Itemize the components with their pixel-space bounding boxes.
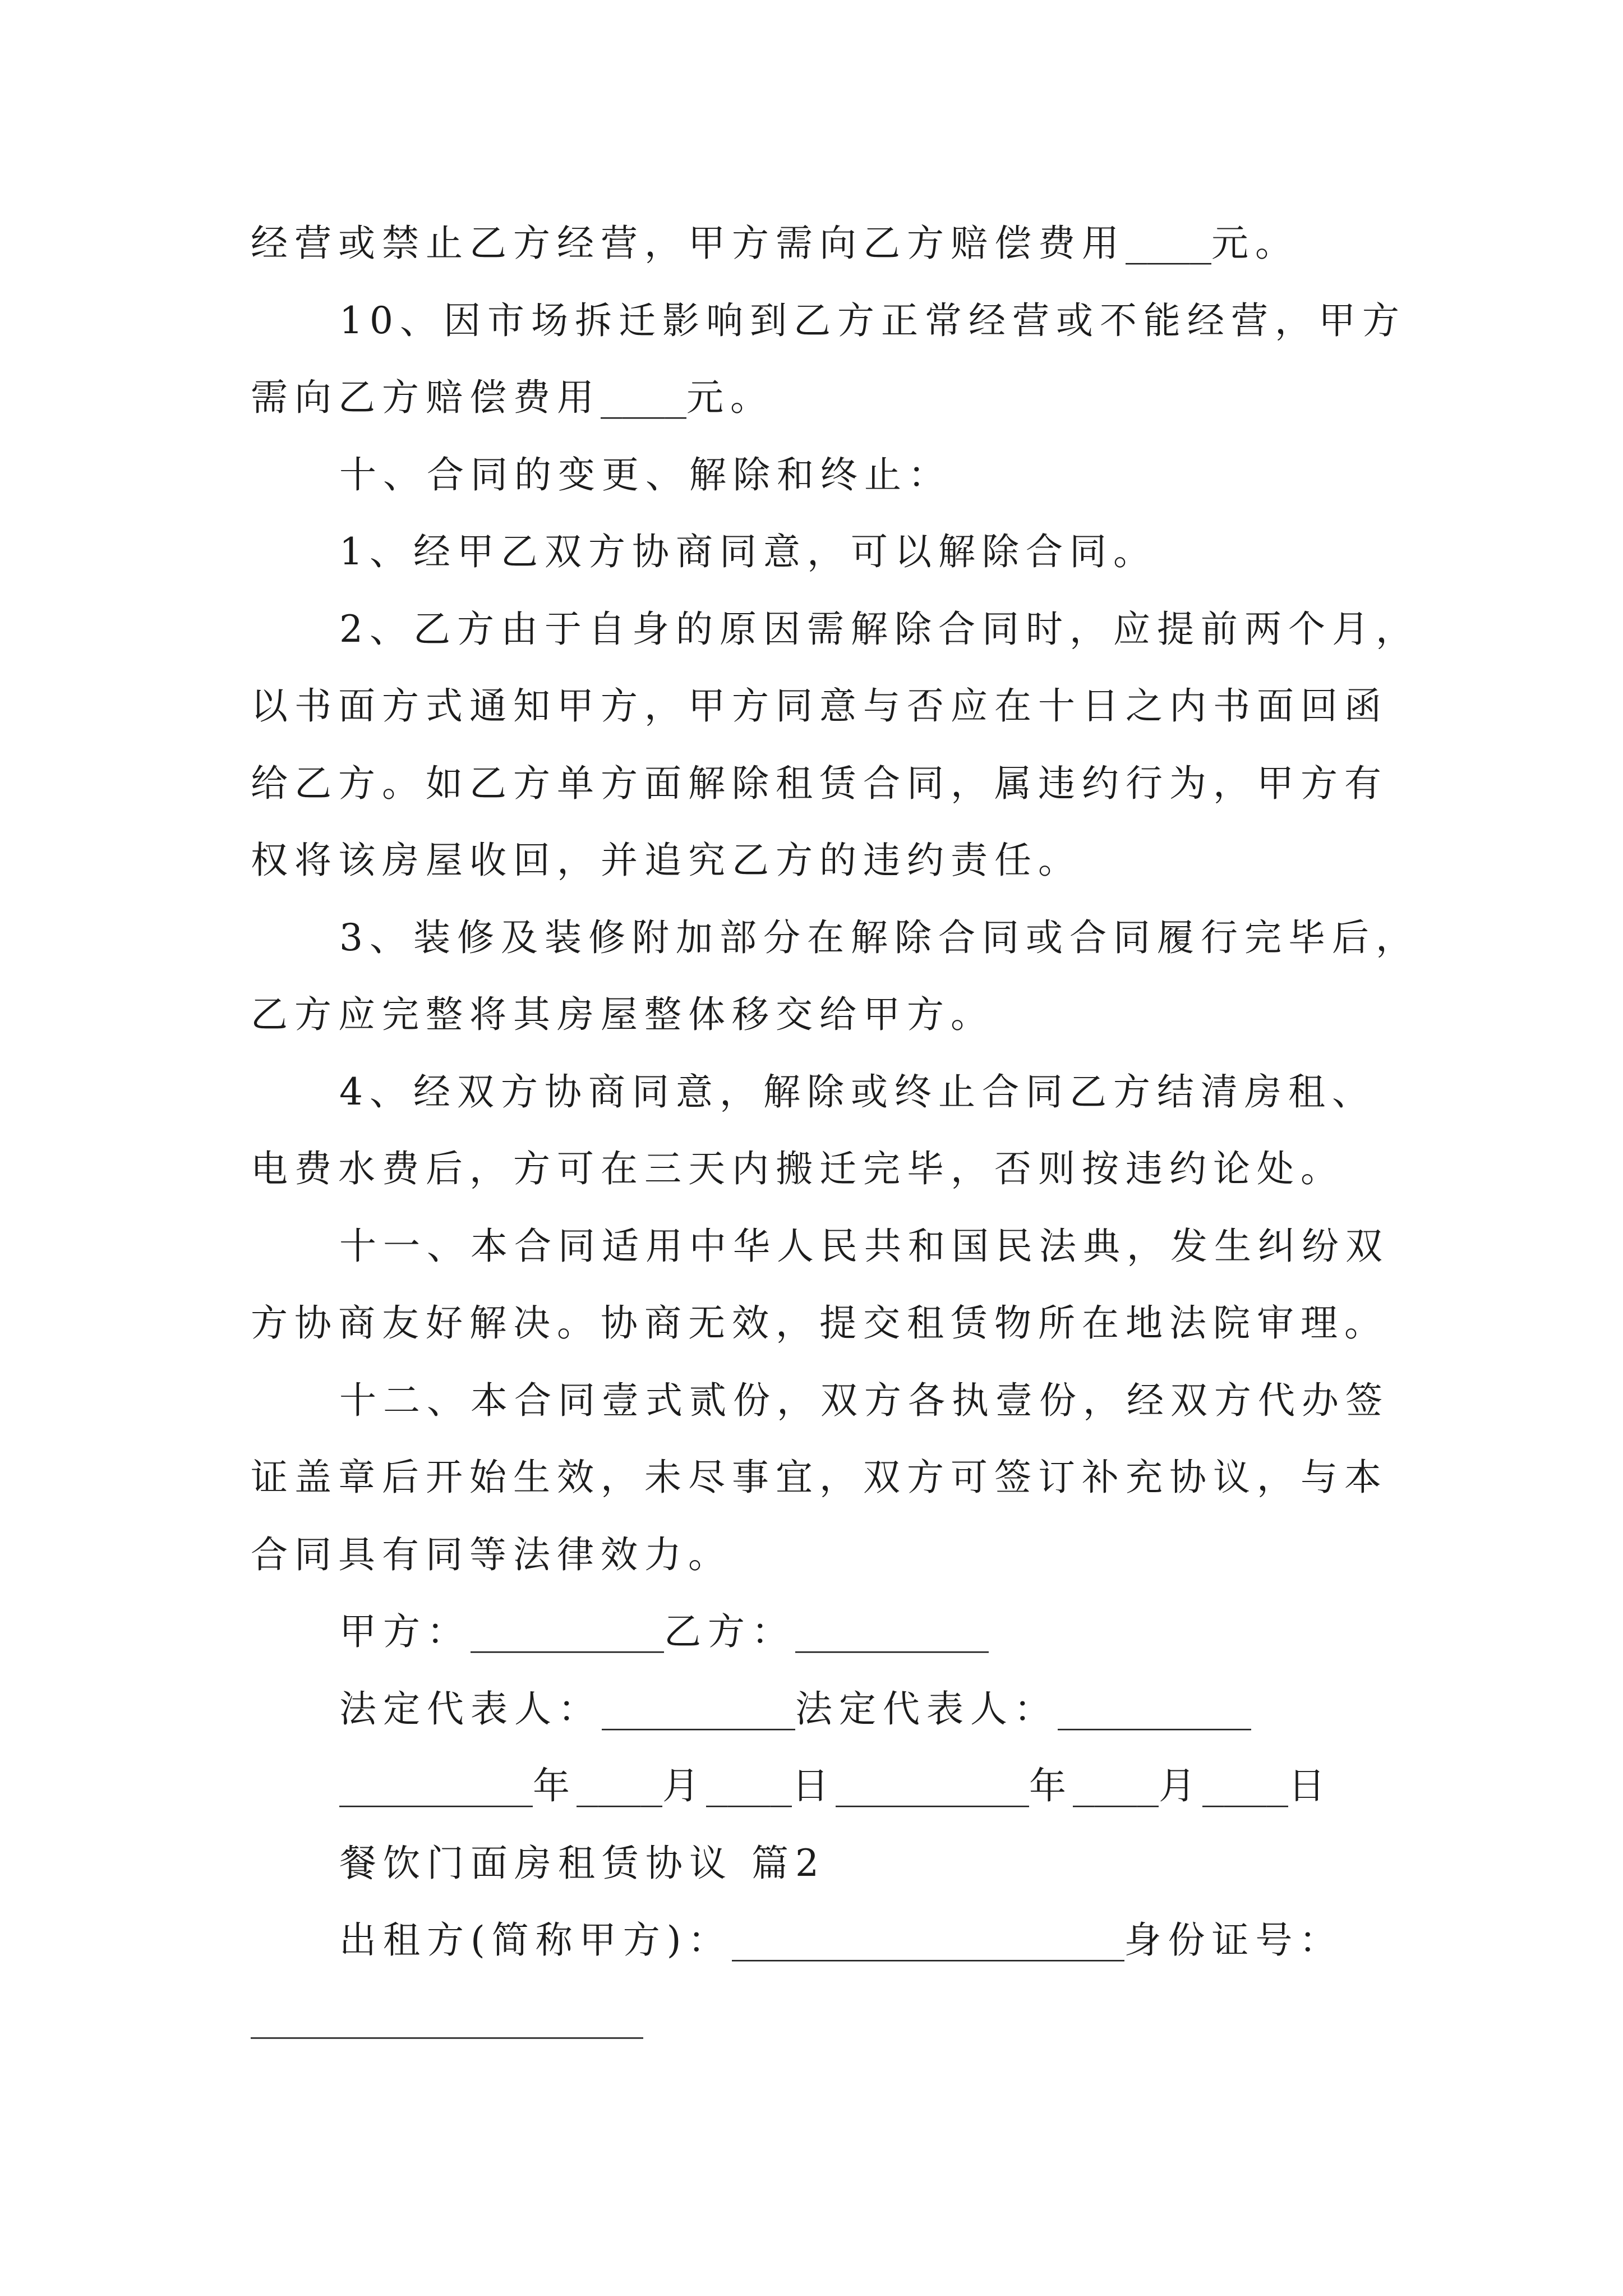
- text-run: 元。: [1211, 222, 1299, 265]
- fill-in-blank: [1202, 1747, 1288, 1825]
- text-run: 法定代表人：: [795, 1687, 1058, 1731]
- blank-underline: ____________________: [731, 1918, 1124, 1962]
- text-run: 元。: [686, 376, 774, 419]
- text-run: 经营或禁止乙方经营，甲方需向乙方赔偿费用: [251, 222, 1126, 265]
- document-body: [251, 205, 1484, 2056]
- fill-in-blank: [706, 1747, 792, 1825]
- text-run: 2、乙方由于自身的原因需解除合同时，应提前两个月，: [339, 607, 1419, 651]
- fill-in-blank: [577, 1747, 662, 1825]
- blank-underline: __________: [339, 1764, 533, 1807]
- fill-in-blank: [795, 1593, 989, 1671]
- text-run: 乙方应完整将其房屋整体移交给甲方。: [251, 993, 994, 1036]
- text-run: 出租方(简称甲方)：: [339, 1918, 732, 1962]
- blank-underline: __________: [1058, 1687, 1251, 1731]
- text-line: [251, 1902, 1484, 1979]
- text-run: 法定代表人：: [339, 1687, 602, 1731]
- fill-in-blank: [836, 1747, 1029, 1825]
- fill-in-blank: [1073, 1747, 1159, 1825]
- text-line: [251, 1671, 1484, 1748]
- blank-underline: __________: [602, 1687, 795, 1731]
- blank-underline: ____: [706, 1764, 792, 1807]
- fill-in-blank: [1126, 205, 1211, 282]
- text-run: 给乙方。如乙方单方面解除租赁合同，属违约行为，甲方有: [251, 761, 1388, 805]
- text-run: 身份证号：: [1124, 1918, 1343, 1962]
- fill-in-blank: [602, 1671, 795, 1748]
- blank-underline: ____: [577, 1764, 662, 1807]
- text-line: [251, 1516, 1484, 1594]
- text-run: 日: [792, 1764, 836, 1807]
- text-line: [251, 1593, 1484, 1671]
- text-line: [251, 899, 1484, 977]
- text-run: 月: [1159, 1764, 1202, 1807]
- text-run: 10、因市场拆迁影响到乙方正常经营或不能经营，甲方: [339, 298, 1406, 342]
- text-line: [251, 668, 1484, 745]
- text-line: [251, 1130, 1484, 1208]
- text-line: [251, 436, 1484, 514]
- fill-in-blank: [251, 1979, 643, 2056]
- text-run: 十、合同的变更、解除和终止：: [339, 453, 952, 496]
- text-run: 4、经双方协商同意，解除或终止合同乙方结清房租、: [339, 1070, 1376, 1114]
- text-run: 3、装修及装修附加部分在解除合同或合同履行完毕后，: [339, 915, 1419, 959]
- text-run: 乙方：: [664, 1610, 795, 1653]
- text-run: 证盖章后开始生效，未尽事宜，双方可签订补充协议，与本: [251, 1456, 1388, 1499]
- text-run: 甲方：: [339, 1610, 471, 1653]
- text-line: [251, 1439, 1484, 1516]
- blank-underline: ____________________: [251, 1995, 643, 2039]
- text-line: [251, 1362, 1484, 1439]
- text-line: [251, 1053, 1484, 1131]
- text-run: 权将该房屋收回，并追究乙方的违约责任。: [251, 839, 1082, 882]
- text-run: 方协商友好解决。协商无效，提交租赁物所在地法院审理。: [251, 1301, 1388, 1345]
- text-run: 餐饮门面房租赁协议 篇2: [339, 1841, 826, 1885]
- text-run: 年: [533, 1764, 577, 1807]
- blank-underline: __________: [471, 1610, 664, 1653]
- text-line: [251, 591, 1484, 668]
- text-run: 需向乙方赔偿费用: [251, 376, 601, 419]
- text-line: [251, 1979, 1484, 2056]
- text-line: [251, 745, 1484, 822]
- text-run: 年: [1029, 1764, 1073, 1807]
- fill-in-blank: [471, 1593, 664, 1671]
- text-line: [251, 1825, 1484, 1902]
- text-run: 十一、本合同适用中华人民共和国民法典，发生纠纷双: [339, 1224, 1389, 1268]
- blank-underline: __________: [836, 1764, 1029, 1807]
- text-run: 合同具有同等法律效力。: [251, 1533, 732, 1576]
- blank-underline: ____: [601, 376, 686, 419]
- text-line: [251, 822, 1484, 899]
- blank-underline: ____: [1073, 1764, 1159, 1807]
- text-line: [251, 513, 1484, 591]
- text-run: 十二、本合同壹式贰份，双方各执壹份，经双方代办签: [339, 1378, 1389, 1422]
- text-run: 1、经甲乙双方协商同意，可以解除合同。: [339, 530, 1157, 573]
- blank-underline: __________: [795, 1610, 989, 1653]
- text-line: [251, 282, 1484, 360]
- text-run: 日: [1288, 1764, 1332, 1807]
- fill-in-blank: [1058, 1671, 1251, 1748]
- text-run: 月: [662, 1764, 706, 1807]
- text-run: 以书面方式通知甲方，甲方同意与否应在十日之内书面回函: [251, 684, 1388, 728]
- blank-underline: ____: [1126, 222, 1211, 265]
- text-line: [251, 976, 1484, 1053]
- text-run: 电费水费后，方可在三天内搬迁完毕，否则按违约论处。: [251, 1147, 1344, 1190]
- text-line: [251, 359, 1484, 436]
- text-line: [251, 1747, 1484, 1825]
- fill-in-blank: [601, 359, 686, 436]
- fill-in-blank: [732, 1902, 1124, 1979]
- fill-in-blank: [339, 1747, 533, 1825]
- text-line: [251, 1208, 1484, 1285]
- blank-underline: ____: [1202, 1764, 1288, 1807]
- text-line: [251, 1285, 1484, 1362]
- text-line: [251, 205, 1484, 282]
